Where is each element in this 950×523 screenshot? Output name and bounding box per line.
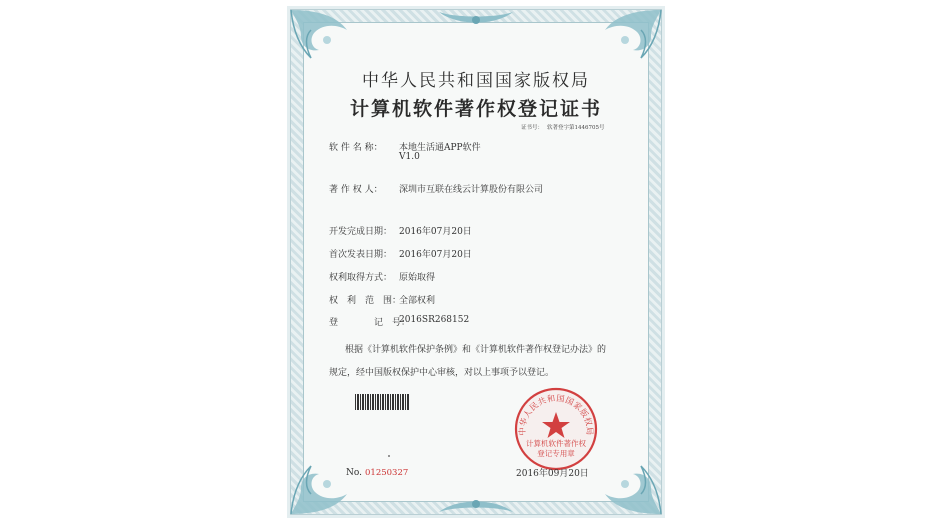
publication-date-value: 2016年07月20日 xyxy=(399,250,472,260)
barcode xyxy=(355,394,410,410)
software-name-label: 软 件 名 称： xyxy=(329,143,383,153)
bottom-ornament-icon xyxy=(437,494,515,516)
corner-ornament-icon xyxy=(287,6,365,70)
certificate-number-value: 软著登字第1446705号 xyxy=(547,125,605,131)
completion-date-label: 开发完成日期： xyxy=(329,227,393,237)
copyright-owner-label: 著 作 权 人： xyxy=(329,185,383,195)
corner-ornament-icon xyxy=(587,6,665,70)
completion-date-value: 2016年07月20日 xyxy=(399,227,472,237)
certificate-title: 计算机软件著作权登记证书 xyxy=(349,98,602,120)
certificate-number-label: 证书号： xyxy=(521,125,544,131)
software-name-value: 本地生活通APP软件 xyxy=(399,143,481,153)
top-ornament-icon xyxy=(437,8,515,30)
seal-arc-text: 中华人民共和国国家版权局 xyxy=(516,392,596,436)
issuer-title: 中华人民共和国国家版权局 xyxy=(362,71,590,91)
acquisition-method-label: 权利取得方式： xyxy=(329,273,393,283)
issue-date: 2016年09月20日 xyxy=(516,469,589,479)
serial-number-value: 01250327 xyxy=(365,468,409,478)
certificate xyxy=(287,6,665,518)
seal-text-line-2: 登记专用章 xyxy=(537,449,575,458)
statement-line-2: 规定，经中国版权保护中心审核，对以上事项予以登记。 xyxy=(329,368,555,378)
registration-number-label: 登 记 号： xyxy=(329,318,411,328)
registration-number-value: 2016SR268152 xyxy=(399,315,470,325)
rights-scope-value: 全部权利 xyxy=(399,296,436,306)
copyright-owner-value: 深圳市互联在线云计算股份有限公司 xyxy=(399,185,544,195)
acquisition-method-value: 原始取得 xyxy=(399,273,436,283)
software-version-value: V1.0 xyxy=(399,152,420,162)
certificate-number xyxy=(521,123,609,131)
serial-number-label: No. xyxy=(346,468,362,478)
statement-line-1: 根据《计算机软件保护条例》和《计算机软件著作权登记办法》的 xyxy=(345,345,607,355)
official-seal-icon xyxy=(513,386,599,472)
corner-ornament-icon xyxy=(287,454,365,518)
rights-scope-label: 权 利 范 围： xyxy=(329,296,402,306)
dot-mark xyxy=(388,455,390,457)
publication-date-label: 首次发表日期： xyxy=(329,250,393,260)
seal-text-line-1: 计算机软件著作权 xyxy=(526,439,586,448)
